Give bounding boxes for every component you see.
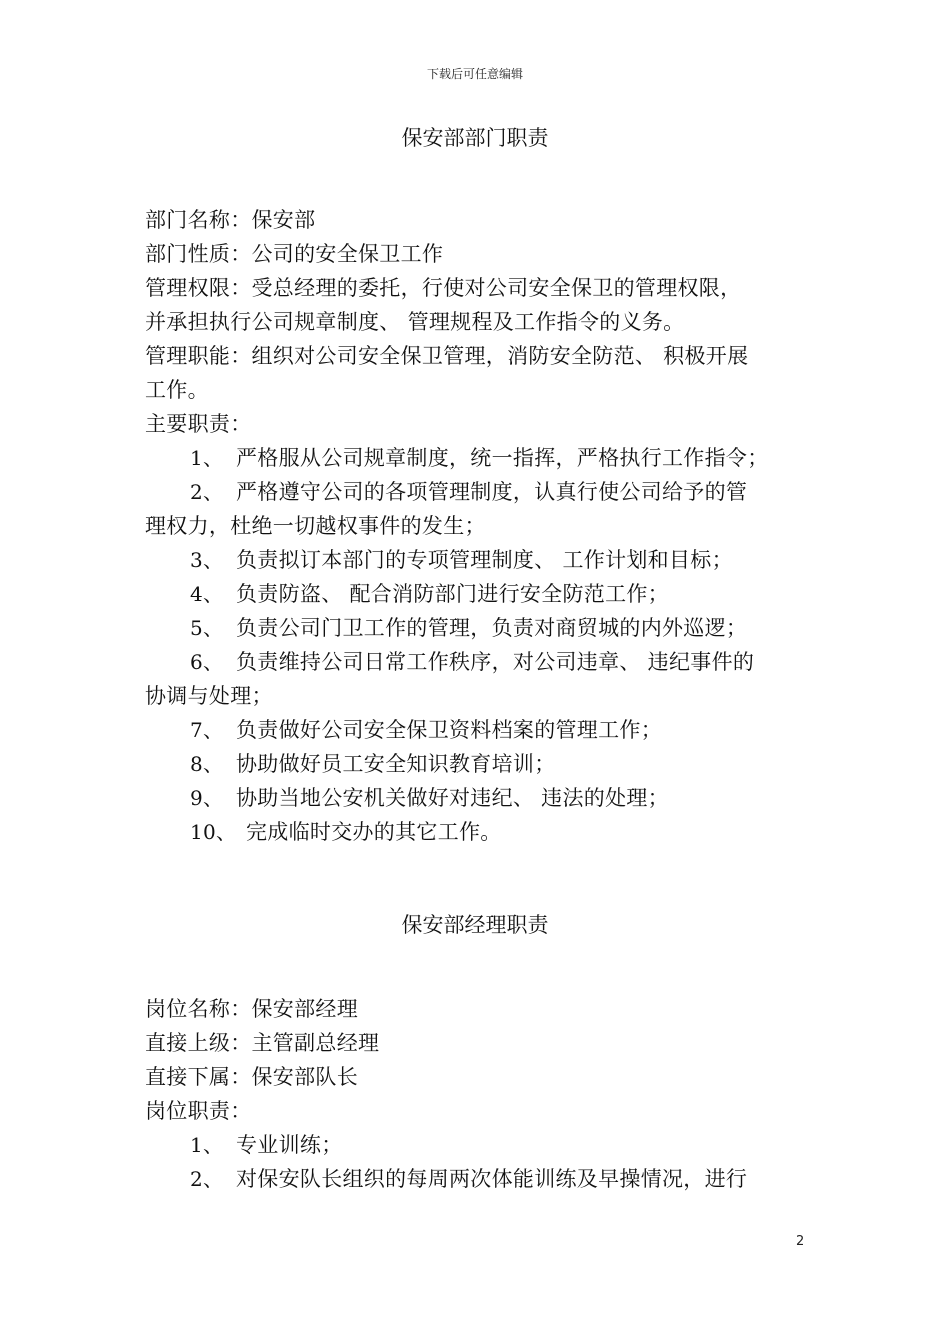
duty-item-continuation: 协调与处理；	[145, 684, 273, 708]
duty-item-text: 协助做好员工安全知识教育培训；	[236, 752, 556, 776]
duty-item	[145, 645, 810, 679]
duty-item	[145, 577, 810, 611]
duty-item-number: 7、	[190, 718, 224, 742]
main-duties-heading: 主要职责：	[145, 412, 252, 436]
duty-item	[145, 543, 810, 577]
duty-item	[145, 781, 810, 815]
header-note: 下载后可任意编辑	[426, 67, 523, 81]
duty-item	[145, 815, 810, 849]
duty-item-continuation: 理权力，杜绝一切越权事件的发生；	[145, 514, 486, 538]
duty-item-number: 10、	[190, 820, 237, 844]
duty-item-text: 严格遵守公司的各项管理制度，认真行使公司给予的管	[236, 480, 748, 504]
manager-duties-body	[145, 992, 810, 1196]
duty-item	[145, 441, 810, 475]
direct-superior-line: 直接上级：主管副总经理	[145, 1031, 380, 1055]
duty-item	[145, 1162, 810, 1196]
management-function-line-cont: 工作。	[145, 378, 209, 402]
position-name-line: 岗位名称：保安部经理	[145, 997, 358, 1021]
duty-item-number: 5、	[190, 616, 224, 640]
duty-item-number: 2、	[190, 1167, 224, 1191]
duty-item-text: 专业训练；	[236, 1133, 343, 1157]
duty-item-text: 协助当地公安机关做好对违纪、 违法的处理；	[236, 786, 669, 810]
duty-item	[145, 747, 810, 781]
page-number: 2	[796, 1234, 805, 1249]
duty-item-number: 8、	[190, 752, 224, 776]
direct-subordinate-line: 直接下属：保安部队长	[145, 1065, 358, 1089]
duty-item-number: 1、	[190, 1133, 224, 1157]
duty-item-text: 完成临时交办的其它工作。	[246, 820, 502, 844]
duty-item	[145, 713, 810, 747]
duty-item-number: 2、	[190, 480, 224, 504]
management-authority-line: 管理权限：受总经理的委托，行使对公司安全保卫的管理权限，	[145, 276, 742, 300]
duty-item-number: 6、	[190, 650, 224, 674]
duty-item	[145, 611, 810, 645]
department-duties-body	[145, 203, 810, 849]
duty-item-text: 负责公司门卫工作的管理，负责对商贸城的内外巡逻；	[236, 616, 748, 640]
position-duties-heading: 岗位职责：	[145, 1099, 252, 1123]
duty-item-text: 对保安队长组织的每周两次体能训练及早操情况，进行	[236, 1167, 748, 1191]
management-authority-line-cont: 并承担执行公司规章制度、 管理规程及工作指令的义务。	[145, 310, 685, 334]
duty-item-number: 1、	[190, 446, 224, 470]
section-title-department: 保安部部门职责	[401, 126, 549, 150]
duty-item-number: 4、	[190, 582, 224, 606]
duty-item	[145, 475, 810, 509]
management-function-line: 管理职能：组织对公司安全保卫管理，消防安全防范、 积极开展	[145, 344, 749, 368]
department-name-line: 部门名称：保安部	[145, 208, 316, 232]
duty-item	[145, 1128, 810, 1162]
department-nature-line: 部门性质：公司的安全保卫工作	[145, 242, 444, 266]
duty-item-number: 9、	[190, 786, 224, 810]
duty-item-text: 负责拟订本部门的专项管理制度、 工作计划和目标；	[236, 548, 733, 572]
duty-item-text: 负责做好公司安全保卫资料档案的管理工作；	[236, 718, 662, 742]
duty-item-text: 负责防盗、 配合消防部门进行安全防范工作；	[236, 582, 669, 606]
section-title-manager: 保安部经理职责	[401, 913, 549, 937]
duty-item-text: 负责维持公司日常工作秩序，对公司违章、 违纪事件的	[236, 650, 755, 674]
duty-item-number: 3、	[190, 548, 224, 572]
duty-item-text: 严格服从公司规章制度，统一指挥，严格执行工作指令；	[236, 446, 769, 470]
